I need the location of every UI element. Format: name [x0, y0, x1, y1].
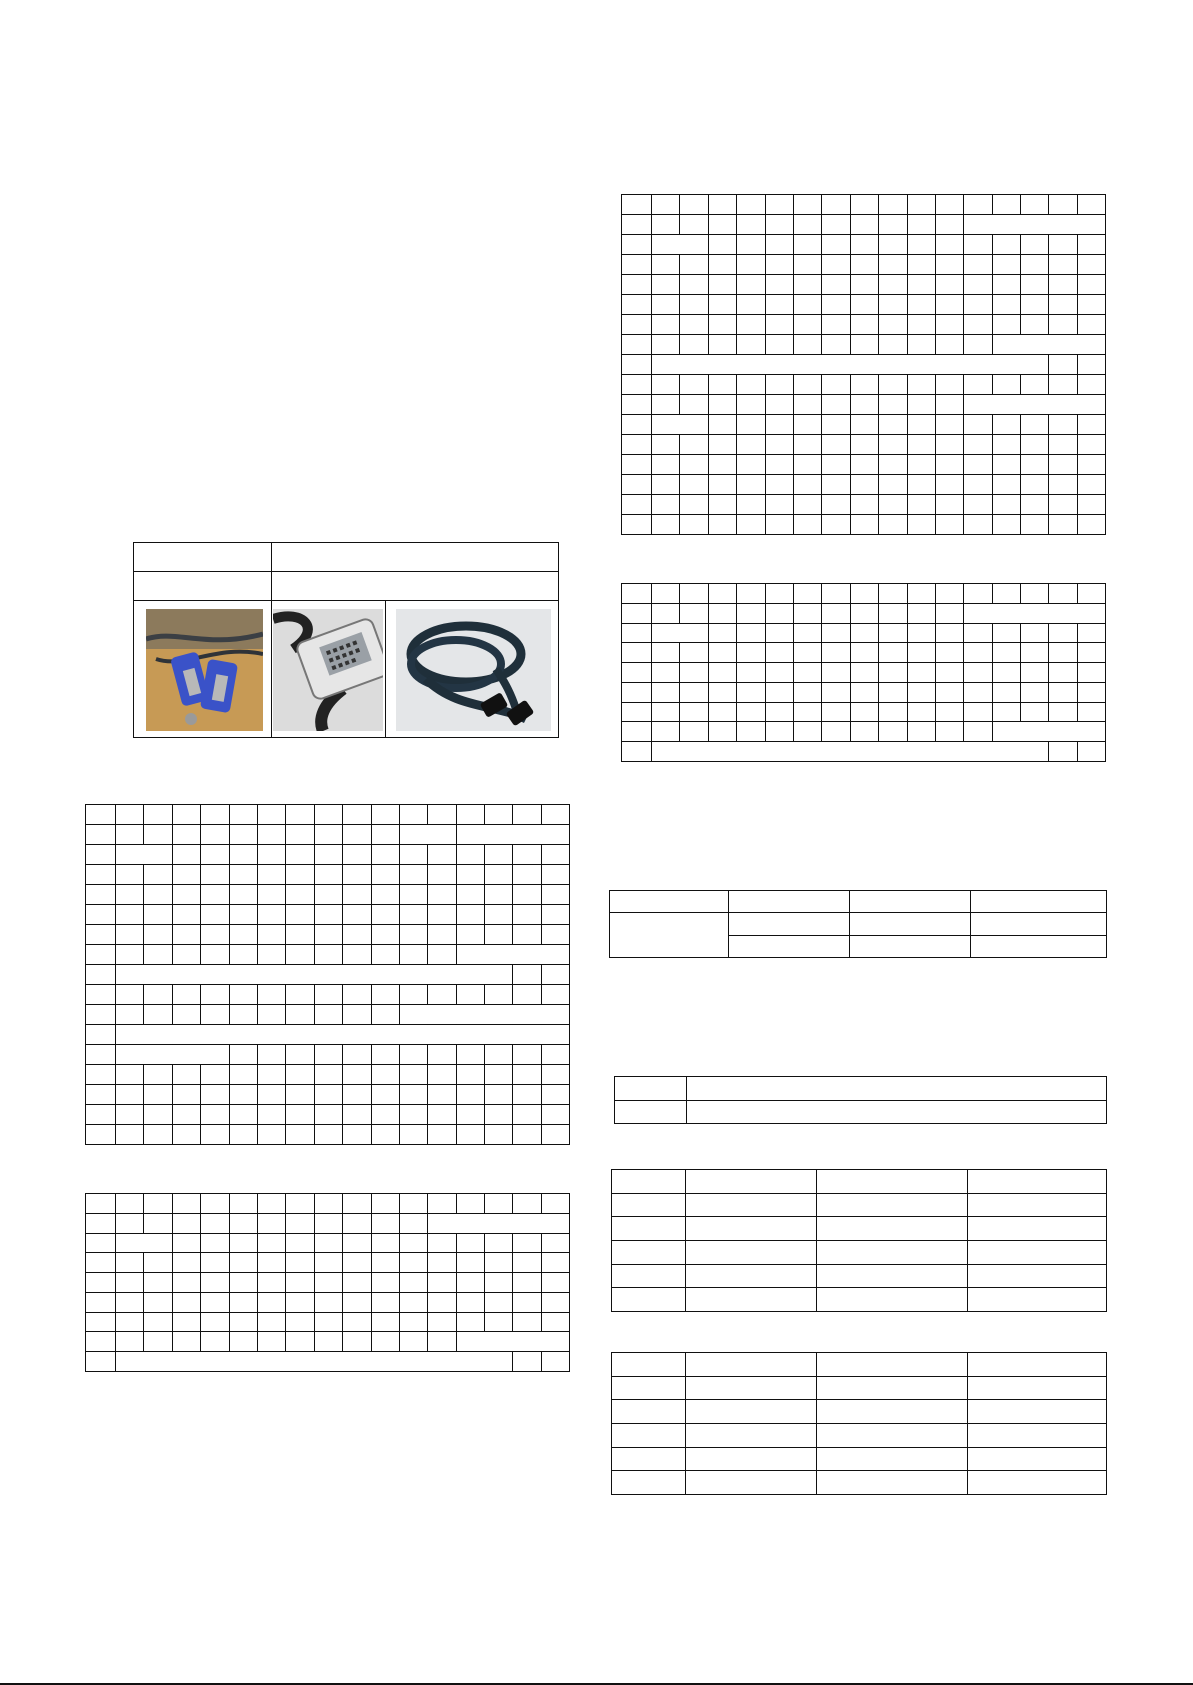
hdmi-cable-photo	[396, 609, 551, 731]
vga-cable-image	[146, 609, 263, 731]
hdmi-cable-image	[396, 609, 551, 731]
cable-table-divider-top	[271, 543, 272, 601]
vga-cable-photo	[146, 609, 263, 731]
pin-table-right-large	[621, 194, 1106, 535]
spec-table-six-rows-a	[611, 1169, 1107, 1312]
cable-table-second-row	[134, 572, 558, 601]
cable-table-divider-photo1	[271, 601, 272, 737]
spec-table-merged	[609, 890, 1107, 958]
dvi-cable-photo	[273, 609, 383, 731]
cable-table-divider-photo2	[385, 601, 386, 737]
cable-types-table	[133, 542, 559, 738]
dvi-cable-image	[273, 609, 383, 731]
pin-table-left-large	[85, 804, 570, 1145]
spec-table-six-rows-b	[611, 1352, 1107, 1495]
spec-table-two-rows	[614, 1076, 1107, 1124]
cable-table-header-row	[134, 543, 558, 572]
pin-table-right-small	[621, 583, 1106, 762]
pin-table-left-small	[85, 1193, 570, 1372]
